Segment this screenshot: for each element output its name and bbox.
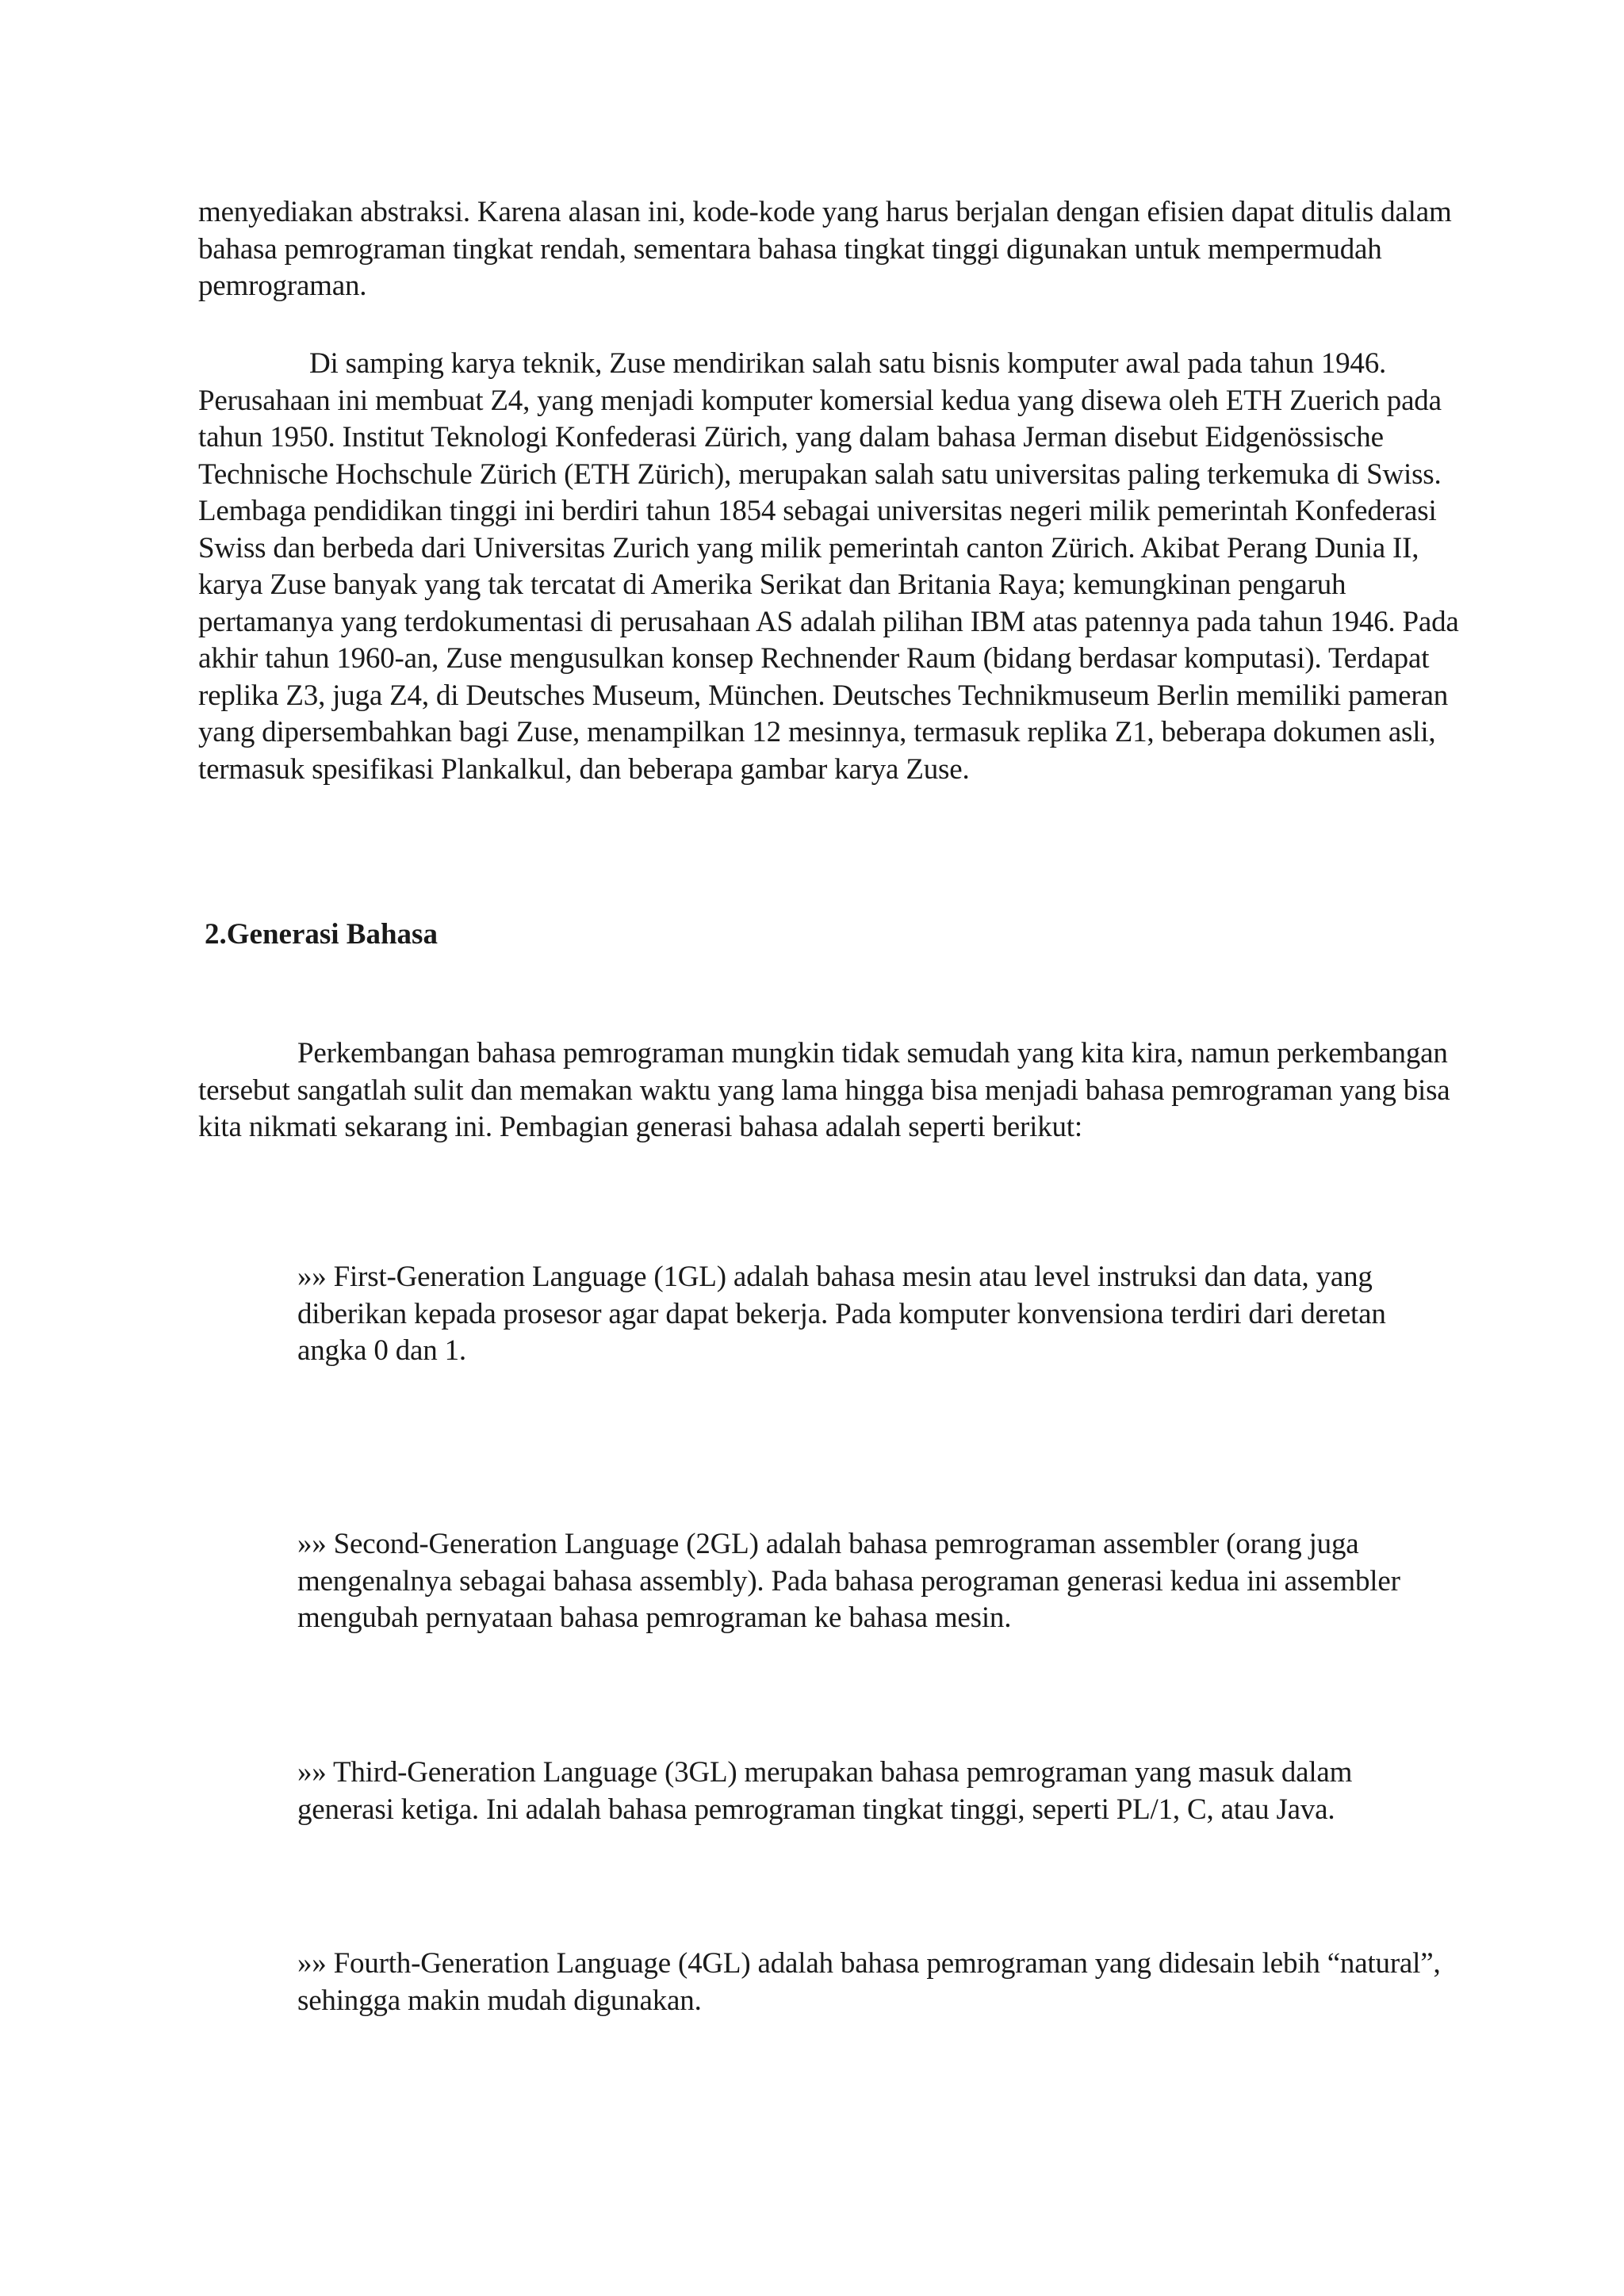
- paragraph-abstraction: menyediakan abstraksi. Karena alasan ini, kode-kode yang harus berjalan dengan efisien dapat ditulis dalam bahasa pemrograman tingkat rendah, sementara bahasa tingkat tinggi digunakan untuk mempermudah pemrograman.: [198, 196, 1452, 302]
- list-item-2gl: »» Second-Generation Language (2GL) adalah bahasa pemrograman assembler (orang juga mengenalnya sebagai bahasa assembly). Pada bahasa perograman generasi kedua ini assembler mengubah pernyataan bahasa pemrograman ke bahasa mesin.: [297, 1528, 1400, 1634]
- paragraph-generations-intro: [198, 1035, 1467, 1146]
- list-item-4gl: »» Fourth-Generation Language (4GL) adalah bahasa pemrograman yang didesain lebih “natural”, sehingga makin mudah digunakan.: [297, 1947, 1441, 2017]
- section-heading: 2.Generasi Bahasa: [205, 918, 438, 951]
- paragraph-zuse-history: [198, 346, 1467, 788]
- paragraph-zuse-text: Di samping karya teknik, Zuse mendirikan salah satu bisnis komputer awal pada tahun 1946. Perusahaan ini membuat Z4, yang menjadi komputer komersial kedua yang disewa oleh ETH Zuerich pada tahun 1950. Institut Teknologi Konfederasi Zürich, yang dalam bahasa Jerman disebut Eidgenössische Technische Hochschule Zürich (ETH Zürich), merupakan salah satu universitas paling terkemuka di Swiss. Lembaga pendidikan tinggi ini berdiri tahun 1854 sebagai universitas negeri milik pemerintah Konfederasi Swiss dan berbeda dari Universitas Zurich yang milik pemerintah canton Zürich. Akibat Perang Dunia II, karya Zuse banyak yang tak tercatat di Amerika Serikat dan Britania Raya; kemungkinan pengaruh pertamanya yang terdokumentasi di perusahaan AS adalah pilihan IBM atas patennya pada tahun 1946. Pada akhir tahun 1960-an, Zuse mengusulkan konsep Rechnender Raum (bidang berdasar komputasi). Terdapat replika Z3, juga Z4, di Deutsches Museum, München. Deutsches Technikmuseum Berlin memiliki pameran yang dipersembahkan bagi Zuse, menampilkan 12 mesinnya, termasuk replika Z1, beberapa dokumen asli, termasuk spesifikasi Plankalkul, dan beberapa gambar karya Zuse.: [198, 347, 1459, 786]
- paragraph-intro-text: Perkembangan bahasa pemrograman mungkin tidak semudah yang kita kira, namun perkembangan tersebut sangatlah sulit dan memakan waktu yang lama hingga bisa menjadi bahasa pemrograman yang bisa kita nikmati sekarang ini. Pembagian generasi bahasa adalah seperti berikut:: [198, 1037, 1450, 1143]
- list-item-3gl: »» Third-Generation Language (3GL) merupakan bahasa pemrograman yang masuk dalam generasi ketiga. Ini adalah bahasa pemrograman tingkat tinggi, seperti PL/1, C, atau Java.: [297, 1756, 1353, 1826]
- list-item-1gl: »» First-Generation Language (1GL) adalah bahasa mesin atau level instruksi dan data, yang diberikan kepada prosesor agar dapat bekerja. Pada komputer konvensiona terdiri dari deretan angka 0 dan 1.: [297, 1261, 1386, 1367]
